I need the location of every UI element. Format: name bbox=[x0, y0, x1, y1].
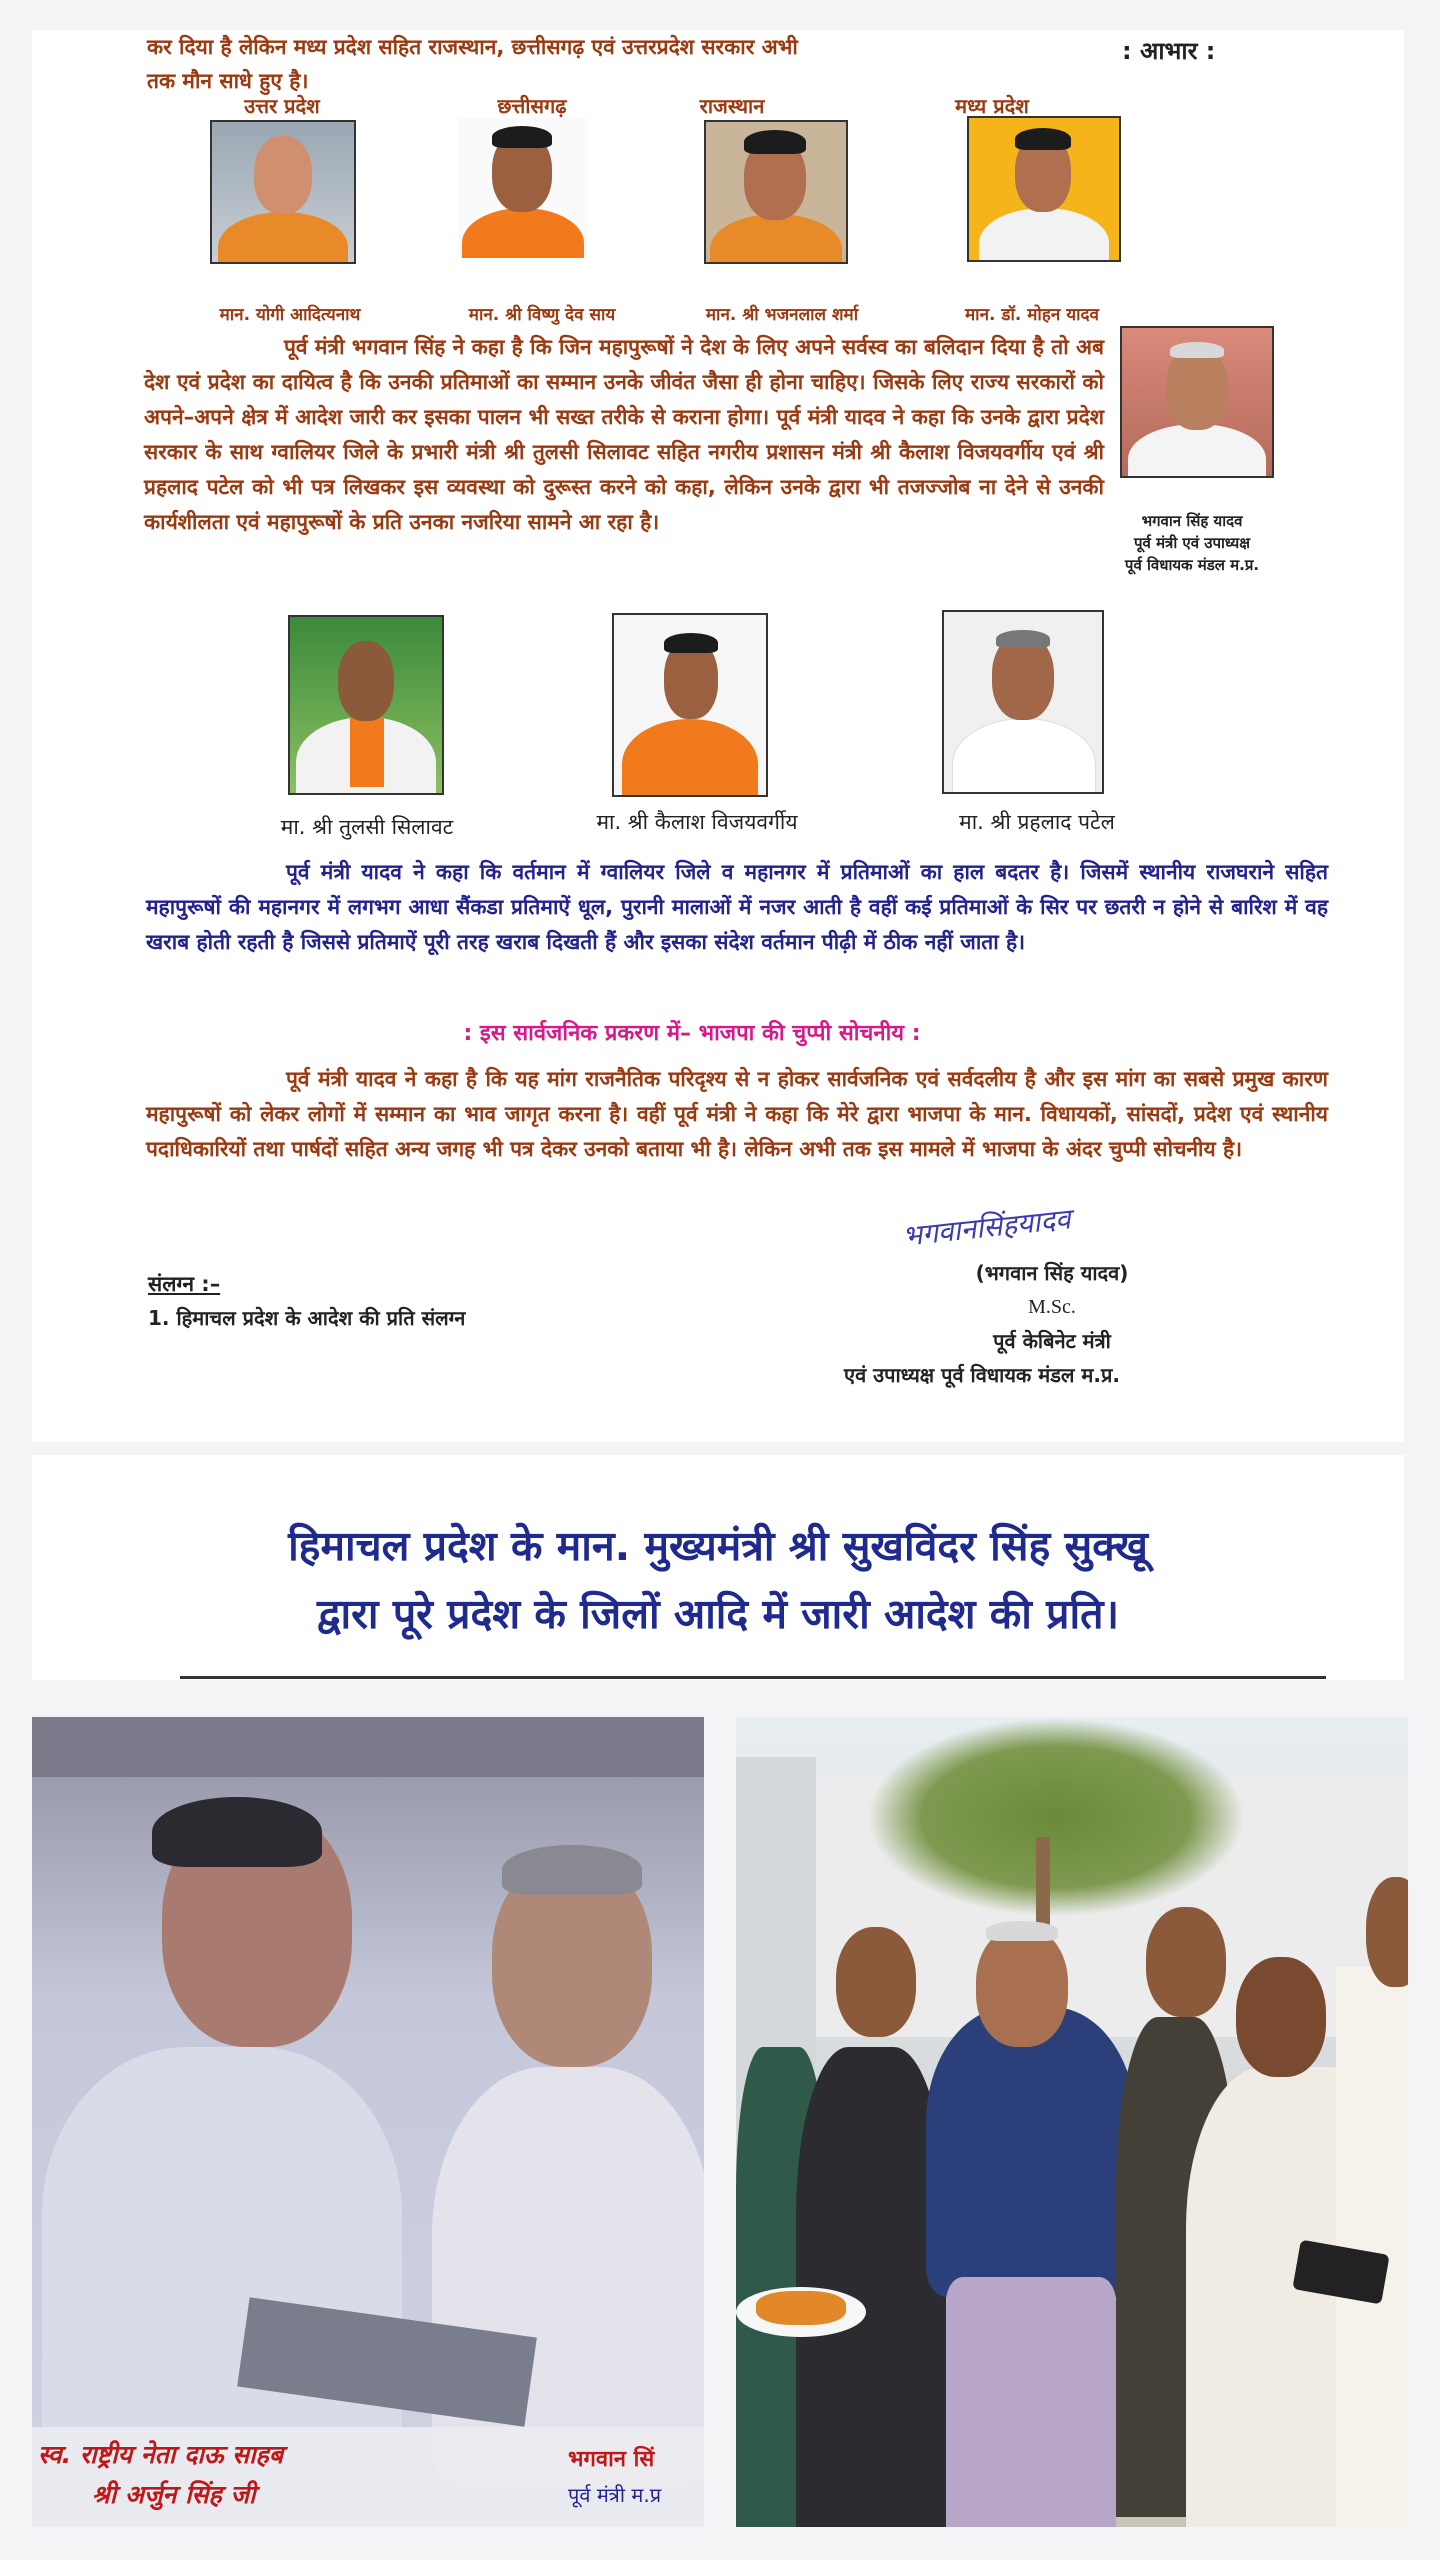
signatory-title: पूर्व केबिनेट मंत्री bbox=[993, 1329, 1111, 1353]
top-text-line: तक मौन साधे हुए है। bbox=[147, 69, 309, 93]
top-text-line: कर दिया है लेकिन मध्य प्रदेश सहित राजस्थान, छत्तीसगढ़ एवं उत्तरप्रदेश सरकार अभी bbox=[147, 35, 798, 59]
cm-photo-cg bbox=[458, 118, 588, 258]
author-caption-line: पूर्व मंत्री एवं उपाध्यक्ष bbox=[1133, 534, 1251, 552]
author-caption bbox=[1092, 510, 1292, 576]
author-photo bbox=[1120, 326, 1274, 478]
crowd-photo bbox=[736, 1717, 1408, 2527]
cm-caption: मान. श्री विष्णु देव साय bbox=[468, 305, 616, 325]
minister-photo-kailash bbox=[612, 613, 768, 797]
photo-caption-left-1: स्व. राष्ट्रीय नेता दाऊ साहब bbox=[38, 2440, 284, 2469]
cm-photo-mp bbox=[967, 116, 1121, 262]
signatory-title: एवं उपाध्यक्ष पूर्व विधायक मंडल म.प्र. bbox=[844, 1363, 1120, 1387]
minister-photo-tulsi bbox=[288, 615, 444, 795]
signatory-name: (भगवान सिंह यादव) bbox=[975, 1261, 1129, 1285]
cm-caption: मान. डॉ. मोहन यादव bbox=[965, 305, 1099, 325]
minister-photo-prahlad bbox=[942, 610, 1104, 794]
paragraph-2: पूर्व मंत्री यादव ने कहा कि वर्तमान में ग्वालियर जिले व महानगर में प्रतिमाओं का हाल बदतर है। जिसमें स्थानीय राजघराने सहित महापुरूषों की महानगर में लगभग आधा सैंकडा प्रतिमाऐं धूल, पुरानी मालाओं में नजर आती है वहीं कई प्रतिमाओं के सिर पर छतरी न होने से बारिश में वह खराब होती रहती है जिससे प्रतिमाऐं पूरी तरह खराब दिखती हैं और इसका संदेश वर्तमान पीढ़ी में ठीक नहीं जाता है। bbox=[146, 860, 1328, 954]
letter-page bbox=[32, 30, 1404, 1442]
paragraph-1: पूर्व मंत्री भगवान सिंह ने कहा है कि जिन महापुरूषों ने देश के लिए अपने सर्वस्व का बलिदान दिया है तो अब देश एवं प्रदेश का दायित्व है कि उनकी प्रतिमाओं का सम्मान उनके जीवंत जैसा ही होना चाहिए। जिसके लिए राज्य सरकारों को अपने–अपने क्षेत्र में आदेश जारी कर इसका पालन भी सख्त तरीके से कराना होगा। पूर्व मंत्री यादव ने कहा कि उनके द्वारा प्रदेश सरकार के साथ ग्वालियर जिले के प्रभारी मंत्री श्री तुलसी सिलावट सहित नगरीय प्रशासन मंत्री श्री कैलाश विजयवर्गीय एवं श्री प्रहलाद पटेल को भी पत्र लिखकर इस व्यवस्था को दुरूस्त करने को कहा, लेकिन उनके द्वारा भी तजज्जोब ना देने से उनकी कार्यशीलता एवं महापुरूषों के प्रति उनका नजरिया सामने आ रहा है। bbox=[144, 335, 1104, 534]
author-caption-line: पूर्व विधायक मंडल म.प्र. bbox=[1124, 556, 1260, 574]
order-banner bbox=[32, 1455, 1404, 1680]
letter-top-text bbox=[147, 30, 1197, 98]
enclosure-label: संलग्न :– bbox=[148, 1272, 221, 1296]
enclosure-item: 1. हिमाचल प्रदेश के आदेश की प्रति संलग्न bbox=[148, 1306, 466, 1330]
banner-line-2: द्वारा पूरे प्रदेश के जिलों आदि में जारी आदेश की प्रति। bbox=[316, 1590, 1120, 1638]
state-label: उत्तर प्रदेश bbox=[244, 94, 320, 118]
subheading: : इस सार्वजनिक प्रकरण में– भाजपा की चुप्पी सोचनीय : bbox=[463, 1021, 921, 1046]
state-label: मध्य प्रदेश bbox=[955, 94, 1029, 118]
cm-caption: मान. श्री भजनलाल शर्मा bbox=[705, 305, 859, 325]
banner-line-1: हिमाचल प्रदेश के मान. मुख्यमंत्री श्री सुखविंदर सिंह सुक्खू bbox=[288, 1522, 1148, 1570]
photo-caption-right-1: भगवान सिं bbox=[568, 2447, 655, 2472]
signatory-degree: M.Sc. bbox=[1028, 1296, 1076, 1318]
minister-caption: मा. श्री प्रहलाद पटेल bbox=[959, 810, 1115, 834]
state-label: राजस्थान bbox=[699, 94, 765, 118]
signature: भगवानसिंहयादव bbox=[900, 1202, 1073, 1253]
aabhar-heading: : आभार : bbox=[1122, 37, 1216, 65]
cm-photo-up bbox=[210, 120, 356, 264]
state-label: छत्तीसगढ़ bbox=[497, 94, 567, 118]
photo-caption-left-2: श्री अर्जुन सिंह जी bbox=[92, 2480, 256, 2509]
minister-caption: मा. श्री कैलाश विजयवर्गीय bbox=[596, 810, 798, 834]
cm-photo-rj bbox=[704, 120, 848, 264]
banner-divider bbox=[180, 1676, 1326, 1679]
historic-photo bbox=[32, 1717, 704, 2527]
cm-caption: मान. योगी आदित्यनाथ bbox=[219, 305, 361, 325]
author-caption-line: भगवान सिंह यादव bbox=[1141, 512, 1243, 530]
signatory-block bbox=[844, 1256, 1242, 1392]
photo-caption-right-2: पूर्व मंत्री म.प्र bbox=[568, 2483, 662, 2507]
minister-caption: मा. श्री तुलसी सिलावट bbox=[280, 815, 454, 839]
paragraph-3: पूर्व मंत्री यादव ने कहा है कि यह मांग राजनैतिक परिदृश्य से न होकर सार्वजनिक एवं सर्वदलीय है और इस मांग का सबसे प्रमुख कारण महापुरूषों को लेकर लोगों में सम्मान का भाव जागृत करना है। वहीं पूर्व मंत्री ने कहा कि मेरे द्वारा भाजपा के मान. विधायकों, सांसदों, प्रदेश एवं स्थानीय पदाधिकारियों तथा पार्षदों सहित अन्य जगह भी पत्र देकर उनको बताया भी है। लेकिन अभी तक इस मामले में भाजपा के अंदर चुप्पी सोचनीय है। bbox=[146, 1067, 1328, 1161]
